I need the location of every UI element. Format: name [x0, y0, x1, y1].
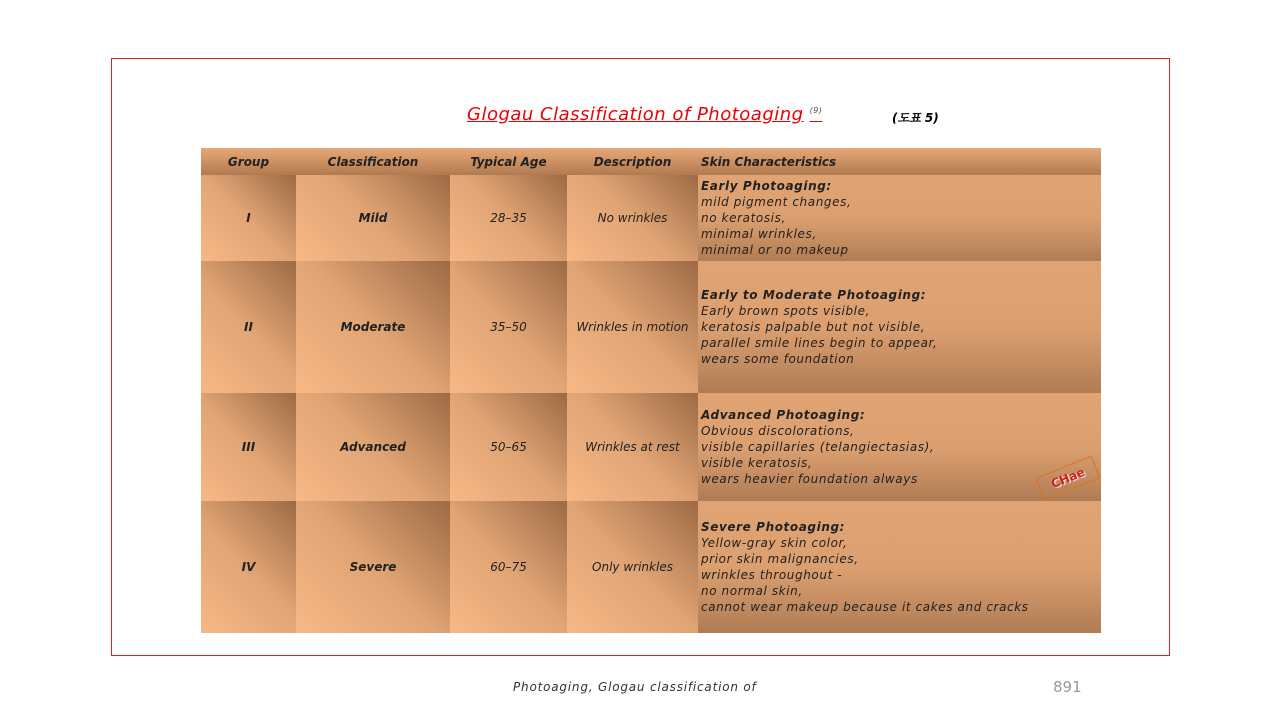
skin-heading: Advanced Photoaging: — [701, 408, 866, 422]
skin-line: minimal or no makeup — [701, 243, 849, 257]
age-cell — [450, 261, 567, 393]
skin-line: no normal skin, — [701, 584, 803, 598]
header-group: Group — [201, 148, 296, 175]
skin-line: parallel smile lines begin to appear, — [701, 336, 938, 350]
skin-cell — [698, 261, 1101, 393]
age-cell-text: 35–50 — [490, 320, 527, 334]
description-cell — [567, 175, 698, 261]
page-title — [467, 104, 822, 125]
description-cell — [567, 393, 698, 501]
header-row — [201, 148, 1101, 175]
skin-heading: Early Photoaging: — [701, 179, 832, 193]
group-cell-text: II — [244, 320, 253, 334]
reference-mark: (9) — [809, 106, 823, 115]
skin-cell — [698, 501, 1101, 633]
group-cell-text: IV — [241, 560, 256, 574]
skin-line: Yellow-gray skin color, — [701, 536, 848, 550]
age-cell-text: 28–35 — [490, 211, 527, 225]
group-cell-text: III — [241, 440, 256, 454]
table-row — [201, 501, 1101, 633]
group-cell — [201, 261, 296, 393]
age-cell — [450, 175, 567, 261]
description-cell — [567, 261, 698, 393]
skin-cell — [698, 175, 1101, 261]
classification-cell — [296, 261, 450, 393]
description-cell-text: No wrinkles — [597, 211, 668, 225]
classification-cell-text: Severe — [349, 560, 397, 574]
skin-line: visible capillaries (telangiectasias), — [701, 440, 935, 454]
skin-line: wrinkles throughout - — [701, 568, 843, 582]
table-row — [201, 393, 1101, 501]
skin-line: no keratosis, — [701, 211, 786, 225]
header-skin: Skin Characteristics — [698, 148, 1101, 175]
skin-line: minimal wrinkles, — [701, 227, 817, 241]
skin-line: prior skin malignancies, — [701, 552, 859, 566]
skin-line: keratosis palpable but not visible, — [701, 320, 926, 334]
classification-cell-text: Advanced — [340, 440, 406, 454]
skin-heading: Early to Moderate Photoaging: — [701, 288, 927, 302]
skin-line: visible keratosis, — [701, 456, 813, 470]
age-cell-text: 50–65 — [490, 440, 527, 454]
group-cell — [201, 501, 296, 633]
classification-cell — [296, 501, 450, 633]
description-cell-text: Only wrinkles — [592, 560, 673, 574]
table-row — [201, 261, 1101, 393]
skin-heading: Severe Photoaging: — [701, 520, 846, 534]
description-cell-text: Wrinkles in motion — [576, 320, 689, 334]
header-description: Description — [567, 148, 698, 175]
skin-line: mild pigment changes, — [701, 195, 852, 209]
skin-line: Obvious discolorations, — [701, 424, 855, 438]
group-cell-text: I — [246, 211, 251, 225]
table-tag: (도표 5) — [892, 111, 939, 125]
header-age: Typical Age — [450, 148, 567, 175]
table-row — [201, 175, 1101, 261]
classification-cell-text: Mild — [358, 211, 388, 225]
group-cell — [201, 393, 296, 501]
skin-line: cannot wear makeup because it cakes and cracks — [701, 600, 1029, 614]
classification-cell — [296, 393, 450, 501]
description-cell-text: Wrinkles at rest — [585, 440, 680, 454]
footer-caption: Photoaging, Glogau classification of — [513, 680, 757, 694]
skin-line: wears heavier foundation always — [701, 472, 918, 486]
classification-cell-text: Moderate — [340, 320, 406, 334]
skin-line: wears some foundation — [701, 352, 855, 366]
group-cell — [201, 175, 296, 261]
classification-cell — [296, 175, 450, 261]
age-cell-text: 60–75 — [490, 560, 527, 574]
skin-line: Early brown spots visible, — [701, 304, 870, 318]
age-cell — [450, 393, 567, 501]
title-text: Glogau Classification of Photoaging — [467, 104, 804, 125]
stamp-logo: CHae — [1036, 456, 1101, 501]
description-cell — [567, 501, 698, 633]
age-cell — [450, 501, 567, 633]
page-number: 891 — [1053, 678, 1082, 696]
header-classification: Classification — [296, 148, 450, 175]
classification-table — [201, 148, 1101, 633]
